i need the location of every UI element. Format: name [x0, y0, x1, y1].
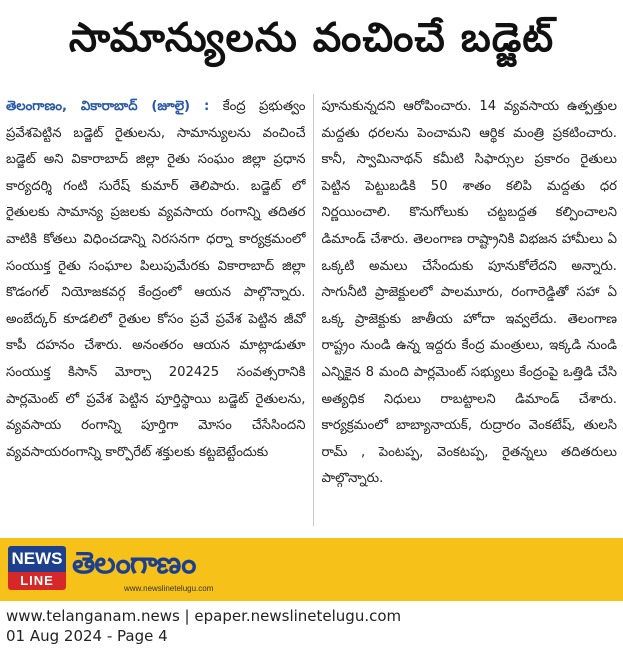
newsline-logo	[8, 546, 66, 592]
telanganam-site: www.newslinetelugu.com	[124, 584, 214, 593]
article-body	[6, 94, 617, 526]
article-column-right	[314, 94, 618, 526]
footer-info	[6, 606, 617, 646]
telanganam-logo	[72, 544, 252, 594]
telanganam-wordmark: తెలంగాణం	[72, 546, 196, 581]
article-text-left: కేంద్ర ప్రభుత్వం ప్రవేశపెట్టిన బడ్జెట్ రైతులను, సామాన్యులను వంచించే బడ్జెట్ అని వికారాబాద్ జిల్లా రైతు సంఘం జిల్లా ప్రధాన కార్యదర్శి గంటి సురేష్ కుమార్ తెలిపారు. బడ్జెట్ లో రైతులకు సామాన్య ప్రజలకు వ్యవసాయ రంగాన్ని తదితర వాటికి కోతలు విధించడాన్ని నిరసనగా ధర్నా కార్యక్రమంలో సంయుక్త రైతు సంఘాల పిలుపుమేరకు వికారాబాద్ జిల్లా కొడంగల్ నియోజకవర్గ కేంద్రంలో ఆయన పాల్గొన్నారు. అంబేద్కర్ కూడలిలో రైతుల కోసం ప్రవే ప్రవేశ పెట్టిన జీవో కాపీ దహనం చేశారు. అనంతరం ఆయన మాట్లాడుతూ సంయుక్త కిసాన్ మోర్చా 202425 సంవత్సరానికి పార్లమెంట్ లో ప్రవేశ పెట్టిన పూర్తిస్థాయి బడ్జెట్ రైతులను, వ్యవసాయ రంగాన్ని పూర్తిగా మోసం చేసేసిందని వ్యవసాయరంగాన్ని కార్పొరేట్ శక్తులకు కట్టబెట్టేందుకు	[6, 99, 306, 460]
article-text-right: పూనుకున్నదని ఆరోపించారు. 14 వ్యవసాయ ఉత్పత్తుల మద్దతు ధరలను పెంచామని ఆర్థిక మంత్రి ప్రకటించారు. కానీ, స్వామినాథన్ కమీటి సిఫార్సుల ప్రకారం రైతులు పెట్టిన పెట్టుబడికి 50 శాతం కలిపి మద్దతు ధర నిర్ణయించాలి. కొనుగోలుకు చట్టబద్దత కల్పించాలని డిమాండ్ చేశారు. తెలంగాణ రాష్ట్రానికి విభజన హామీలు ఏ ఒక్కటి అమలు చేసేందుకు పూనుకోలేదని అన్నారు. సాగునీటి ప్రాజెక్టులలో పాలమూరు, రంగారెడ్డితో సహా ఏ ఒక్క ప్రాజెక్టుకు జాతీయ హోదా ఇవ్వలేదు. తెలంగాణ రాష్ట్రం నుండి ఉన్న ఇద్దరు కేంద్ర మంత్రులు, ఇక్కడి నుండి ఎన్నికైన 8 మంది పార్లమెంట్ సభ్యులు కేంద్రంపై ఒత్తిడి చేసి అత్యధిక నిధులు రాబట్టాలని డిమాండ్ చేశారు. కార్యక్రమంలో బాబ్యానాయక్, రుద్రారం వెంకటేష్, తులసి రామ్ , పెంటప్ప, వెంకటప్ప, రైతన్నలు తదితరులు పాల్గొన్నారు.	[321, 99, 617, 487]
article-column-left	[6, 94, 313, 526]
footer-date-page: 01 Aug 2024 - Page 4	[6, 627, 168, 645]
headline: సామాన్యులను వంచించే బడ్జెట్	[68, 15, 555, 61]
newsline-logo-top: NEWS	[8, 546, 66, 572]
branding-bar	[0, 538, 623, 601]
newsline-logo-bottom: LINE	[8, 572, 66, 590]
dateline: తెలంగాణం, వికారాబాద్ (జూలై) :	[6, 99, 210, 114]
footer-sites[interactable]: www.telanganam.news | epaper.newslinetelugu.com	[6, 607, 402, 625]
